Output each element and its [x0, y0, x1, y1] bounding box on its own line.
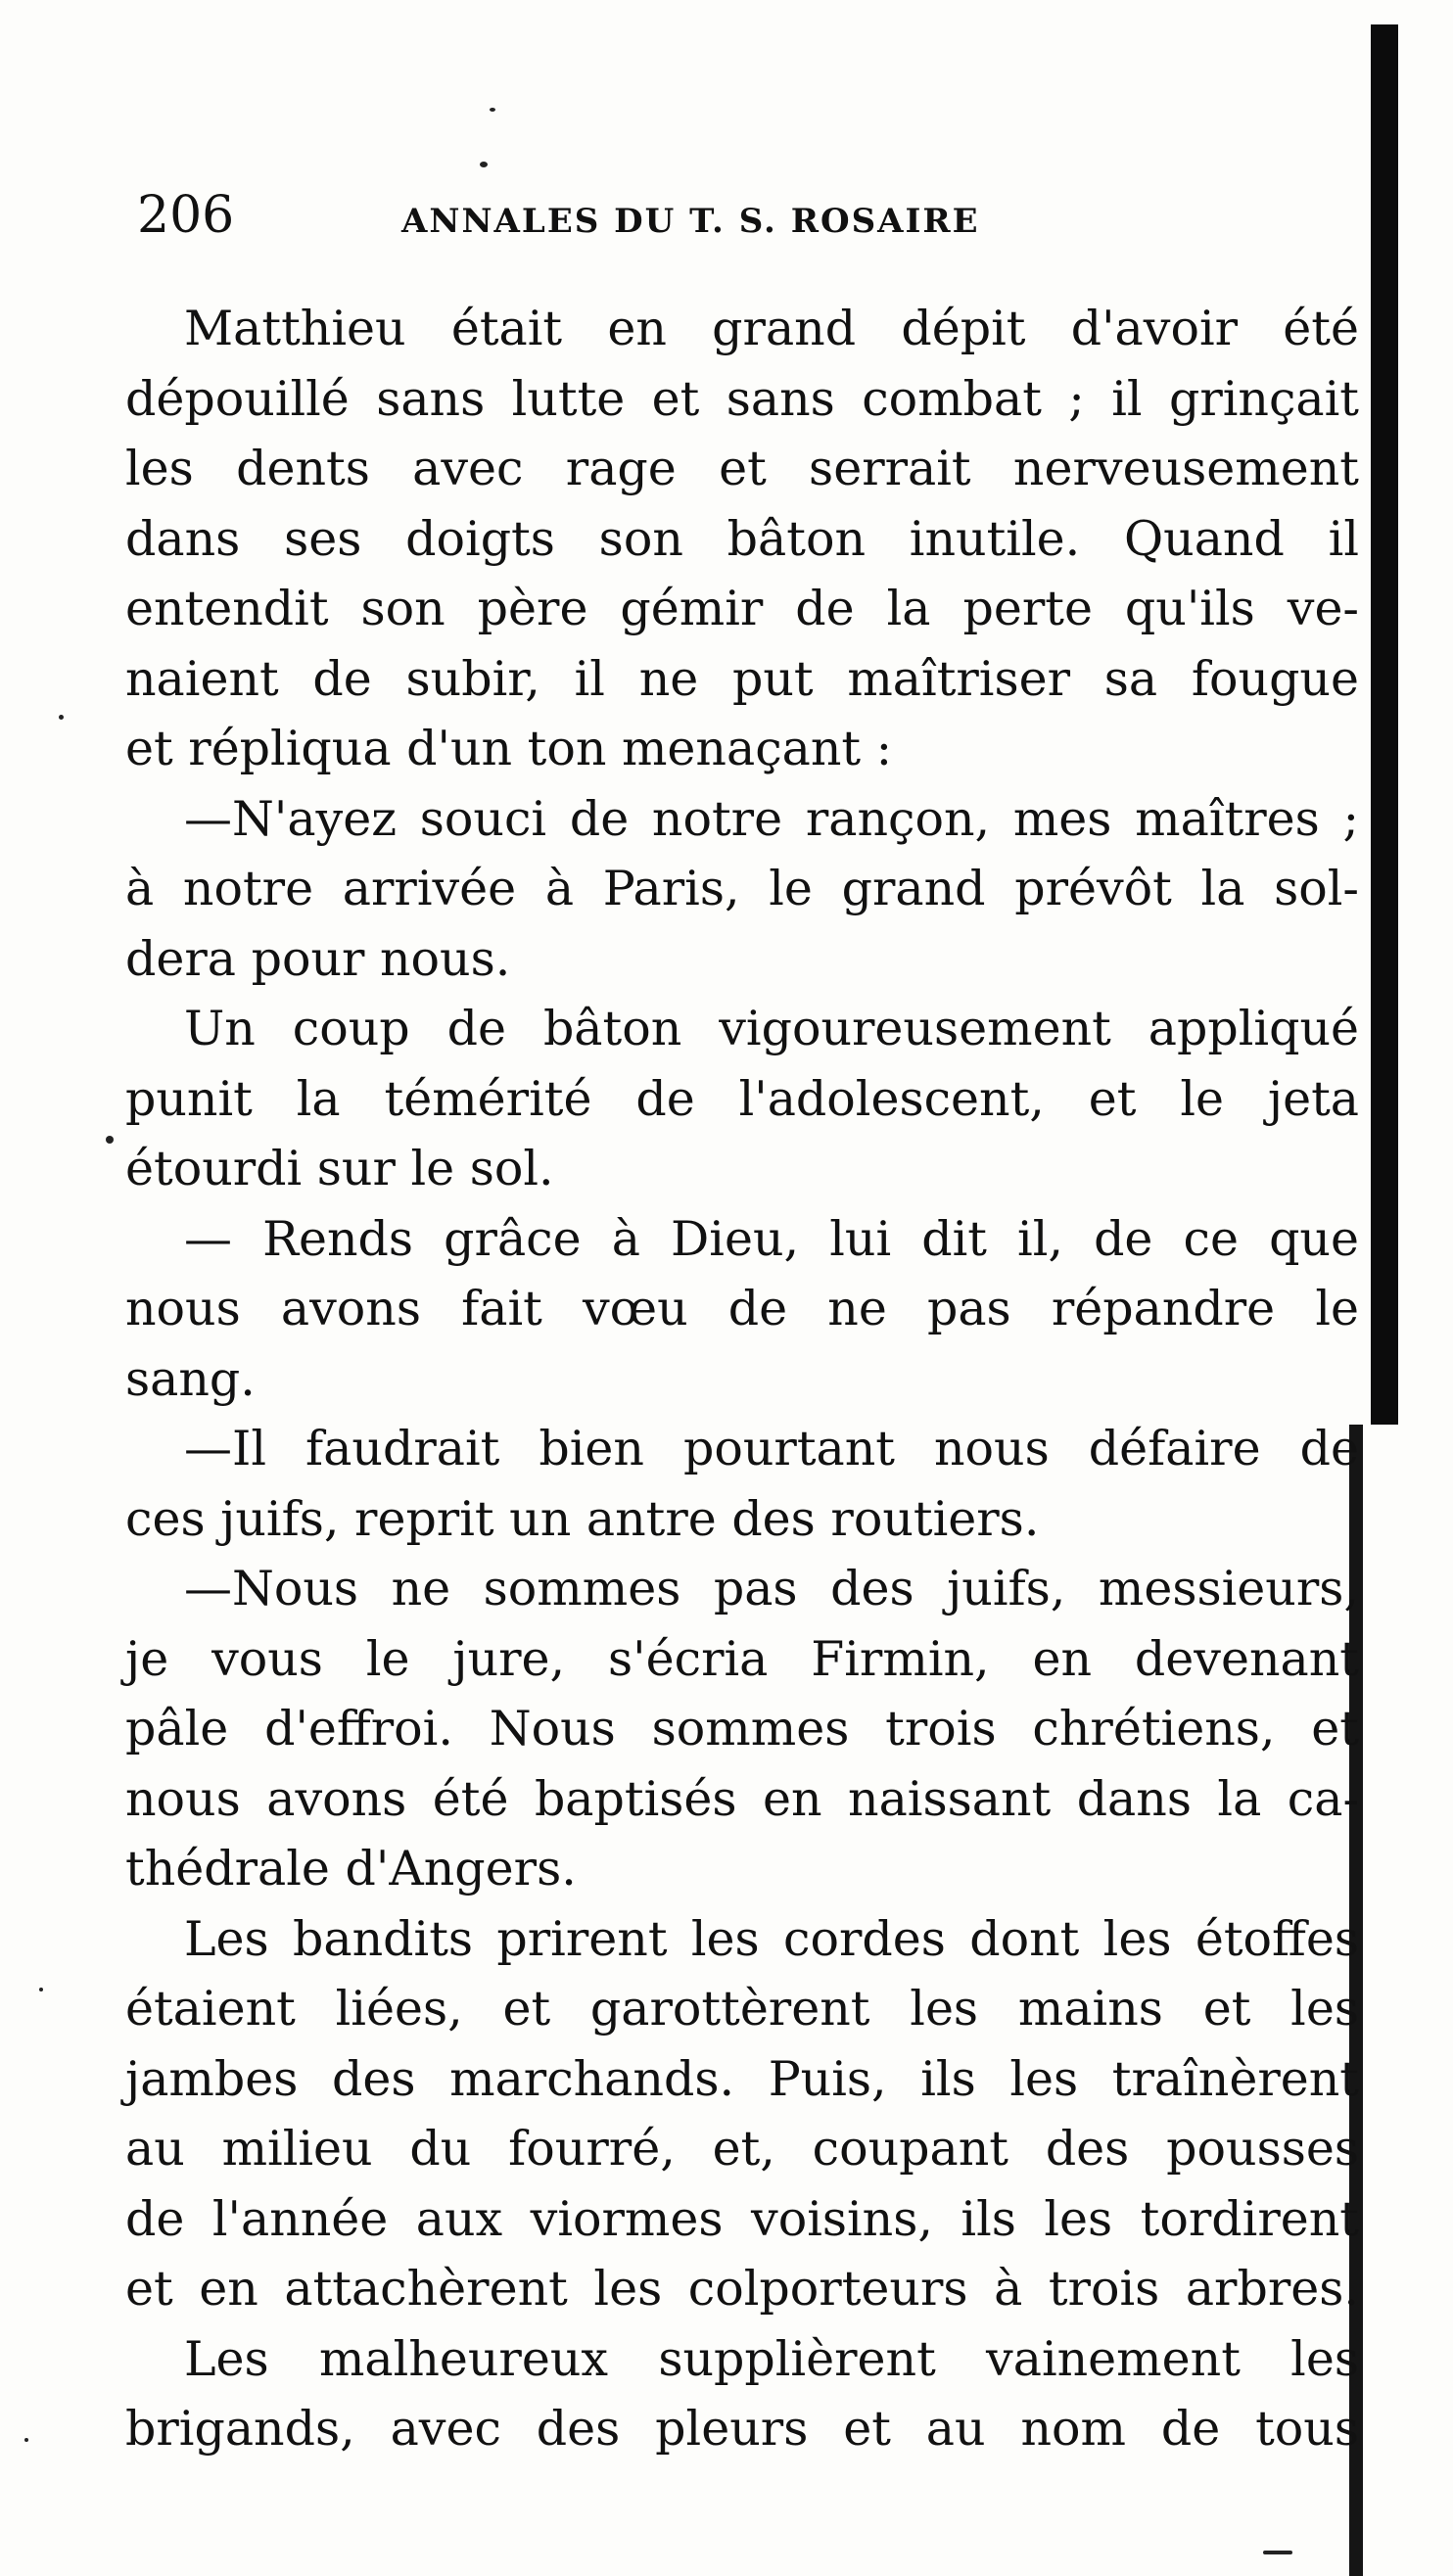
- text-line: à notre arrivée à Paris, le grand prévôt la sol-: [125, 861, 1359, 916]
- text-line: étourdi sur le sol.: [125, 1141, 554, 1196]
- scan-speck: [39, 1988, 43, 1991]
- scan-edge-shadow: [1371, 24, 1398, 1425]
- text-line: de l'année aux viormes voisins, ils les tordirent: [125, 2190, 1359, 2247]
- text-line: naient de subir, il ne put maîtriser sa fougue: [125, 650, 1359, 707]
- text-line: ces juifs, reprit un antre des routiers.: [125, 1490, 1040, 1547]
- text-line: dépouillé sans lutte et sans combat ; il grinçait: [125, 370, 1359, 427]
- paragraph: [125, 1414, 1359, 1554]
- text-line: nous avons été baptisés en naissant dans la ca-: [125, 1770, 1359, 1827]
- text-line: —Nous ne sommes pas des juifs, messieurs,: [184, 1561, 1359, 1616]
- scan-speck: [24, 2438, 28, 2442]
- text-line: dans ses doigts son bâton inutile. Quand il: [125, 510, 1359, 567]
- paragraph: [125, 294, 1359, 784]
- text-line: brigands, avec des pleurs et au nom de tous: [125, 2401, 1359, 2457]
- scan-speck: [59, 715, 64, 720]
- text-line: je vous le jure, s'écria Firmin, en devenant: [125, 1630, 1359, 1687]
- paragraph: [125, 1204, 1359, 1415]
- page-number: 206: [137, 186, 235, 245]
- scan-speck: [480, 162, 488, 167]
- text-line: et en attachèrent les colporteurs à trois arbres.: [125, 2261, 1359, 2317]
- running-title: ANNALES DU T. S. ROSAIRE: [401, 202, 980, 241]
- paragraph: [125, 1904, 1359, 2324]
- text-line: dera pour nous.: [125, 930, 511, 987]
- paragraph: [125, 2324, 1359, 2464]
- scan-speck: [1263, 2551, 1292, 2554]
- paragraph: [125, 784, 1359, 995]
- text-line: Les bandits prirent les cordes dont les étoffes: [184, 1910, 1359, 1967]
- text-line: Un coup de bâton vigoureusement appliqué: [184, 1001, 1359, 1056]
- scan-speck: [106, 1136, 114, 1144]
- text-line: entendit son père gémir de la perte qu'ils ve-: [125, 581, 1359, 636]
- text-line: sang.: [125, 1350, 256, 1407]
- text-line: nous avons fait vœu de ne pas répandre le: [125, 1281, 1359, 1336]
- text-line: —N'ayez souci de notre rançon, mes maîtres ;: [184, 790, 1359, 847]
- text-line: pâle d'effroi. Nous sommes trois chrétiens, et: [125, 1701, 1359, 1756]
- text-line: thédrale d'Angers.: [125, 1841, 577, 1897]
- body-text: [125, 294, 1359, 2464]
- running-head: [137, 186, 1116, 255]
- text-line: —Il faudrait bien pourtant nous défaire de: [184, 1421, 1359, 1476]
- text-line: Les malheureux supplièrent vainement les: [184, 2330, 1359, 2387]
- text-line: — Rends grâce à Dieu, lui dit il, de ce que: [184, 1210, 1359, 1267]
- paragraph: [125, 1554, 1359, 1904]
- text-line: punit la témérité de l'adolescent, et le jeta: [125, 1070, 1359, 1127]
- paragraph: [125, 994, 1359, 1204]
- text-line: et répliqua d'un ton menaçant :: [125, 721, 893, 776]
- text-line: jambes des marchands. Puis, ils les traînèrent: [125, 2050, 1359, 2107]
- text-line: les dents avec rage et serrait nerveusement: [125, 441, 1359, 496]
- text-line: au milieu du fourré, et, coupant des pousses: [125, 2121, 1359, 2177]
- scan-speck: [490, 108, 495, 112]
- text-line: Matthieu était en grand dépit d'avoir été: [184, 301, 1359, 356]
- text-line: étaient liées, et garottèrent les mains et les: [125, 1981, 1359, 2037]
